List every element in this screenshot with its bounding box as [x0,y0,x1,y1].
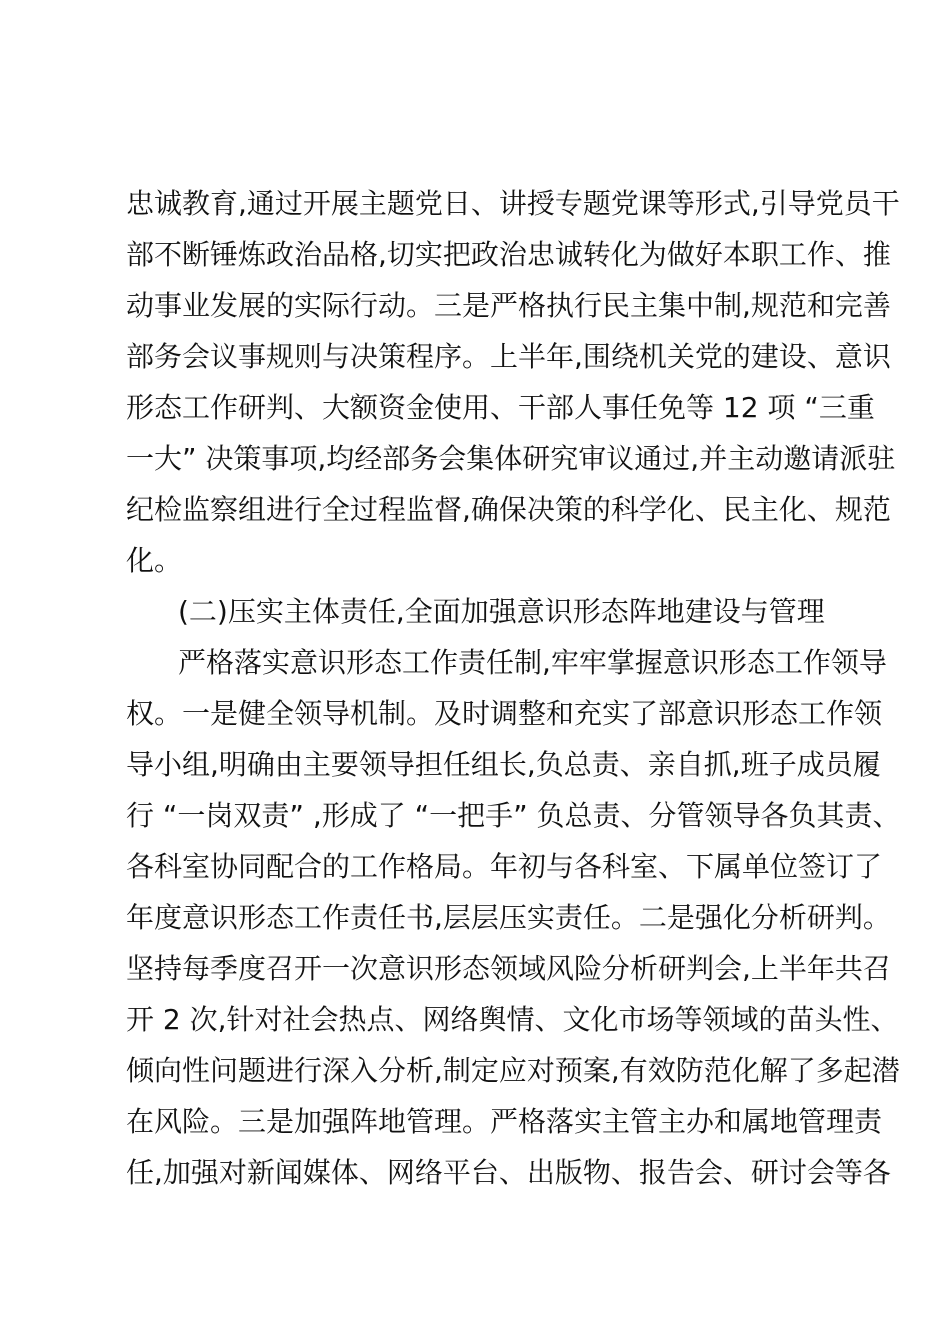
body-text-line: 开 2 次,针对社会热点、网络舆情、文化市场等领域的苗头性、 [126,1003,899,1036]
body-text-line: 各科室协同配合的工作格局。年初与各科室、下属单位签订了 [126,850,883,883]
body-text-line: 行 “一岗双责” ,形成了 “一把手” 负总责、分管领导各负其责、 [126,799,901,832]
body-text-line: 倾向性问题进行深入分析,制定应对预案,有效防范化解了多起潜 [126,1054,900,1087]
body-text-line: 导小组,明确由主要领导担任组长,负总责、亲自抓,班子成员履 [126,748,881,781]
body-text-line: 化。 [126,544,183,577]
body-text-line: 纪检监察组进行全过程监督,确保决策的科学化、民主化、规范 [126,493,891,526]
body-text-line: 坚持每季度召开一次意识形态领域风险分析研判会,上半年共召 [126,952,891,985]
body-text-line: 严格落实意识形态工作责任制,牢牢掌握意识形态工作领导 [178,646,887,679]
body-text-line: 忠诚教育,通过开展主题党日、讲授专题党课等形式,引导党员干 [126,187,900,220]
section-heading: (二)压实主体责任,全面加强意识形态阵地建设与管理 [178,595,825,628]
body-text-line: 任,加强对新闻媒体、网络平台、出版物、报告会、研讨会等各 [126,1156,891,1189]
body-text-line: 权。一是健全领导机制。及时调整和充实了部意识形态工作领 [126,697,883,730]
body-text-line: 年度意识形态工作责任书,层层压实责任。二是强化分析研判。 [126,901,891,934]
body-text-line: 形态工作研判、大额资金使用、干部人事任免等 12 项 “三重 [126,391,875,424]
body-text-line: 在风险。三是加强阵地管理。严格落实主管主办和属地管理责 [126,1105,883,1138]
body-text-line: 一大” 决策事项,均经部务会集体研究审议通过,并主动邀请派驻 [126,442,896,475]
body-text-line: 动事业发展的实际行动。三是严格执行民主集中制,规范和完善 [126,289,891,322]
body-text-line: 部不断锤炼政治品格,切实把政治忠诚转化为做好本职工作、推 [126,238,891,271]
body-text-line: 部务会议事规则与决策程序。上半年,围绕机关党的建设、意识 [126,340,891,373]
